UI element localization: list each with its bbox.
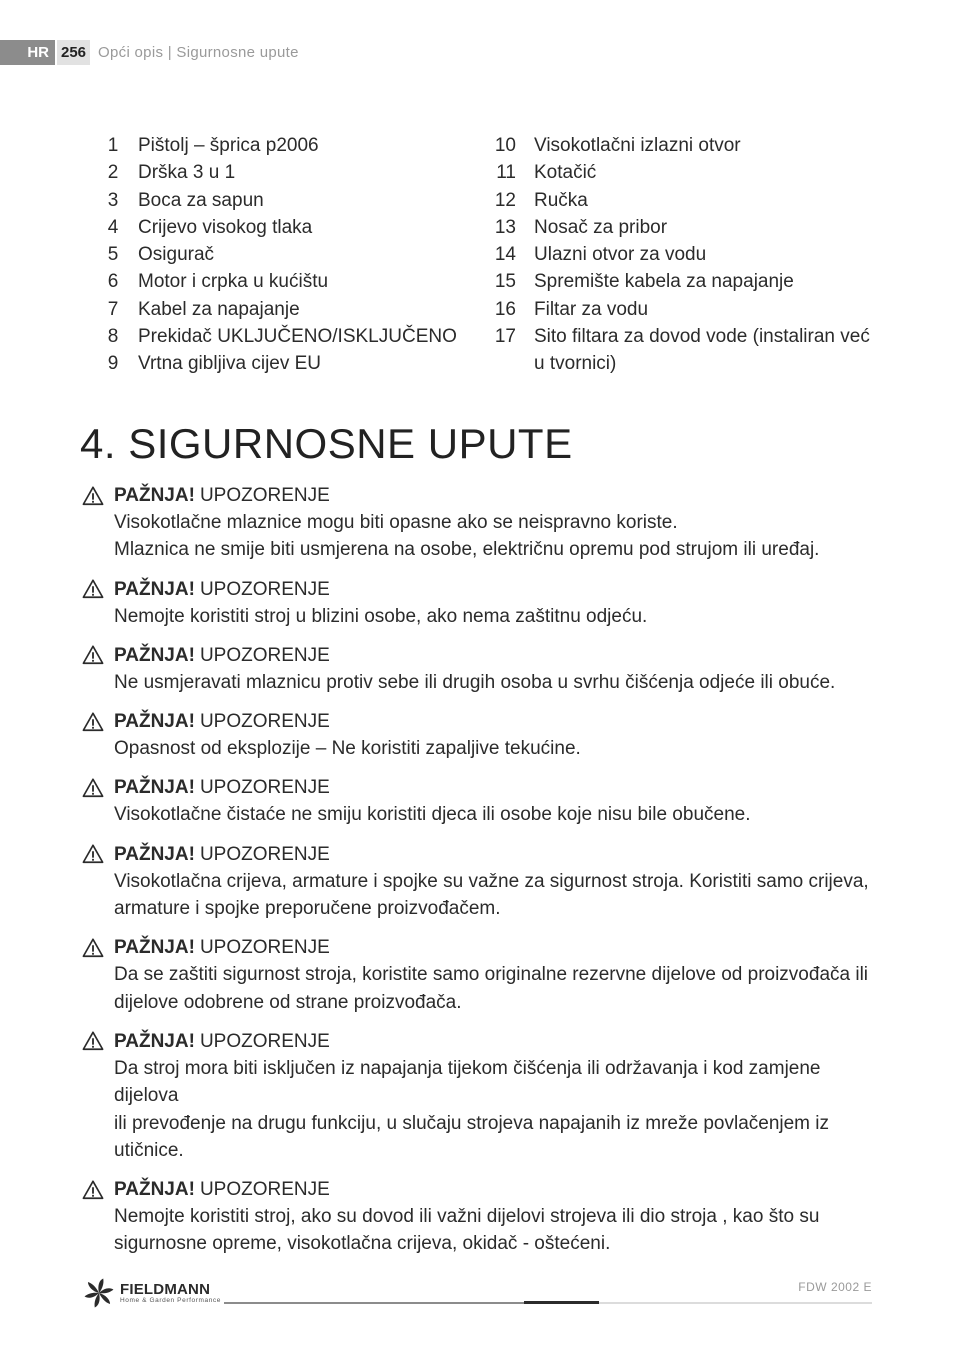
parts-list-item: [492, 159, 872, 186]
section-title: 4. SIGURNOSNE UPUTE: [80, 420, 573, 467]
warning-block: [82, 934, 882, 1016]
parts-list-item: [492, 323, 872, 378]
warning-block: [82, 841, 882, 923]
parts-list-right: [492, 132, 872, 378]
warning-triangle-icon: [82, 937, 104, 959]
language-badge: HR: [0, 40, 55, 65]
parts-list-item: [100, 214, 470, 241]
warning-text: [114, 868, 882, 923]
warning-text-line: dijelove odobrene od strane proizvođača.: [114, 991, 462, 1013]
warning-block: [82, 774, 882, 828]
warning-text: [114, 603, 882, 630]
brand-tagline: Home & Garden Performance: [120, 1296, 221, 1304]
part-number: 14: [494, 244, 516, 266]
brand-logo: [82, 1276, 221, 1310]
warning-block: [82, 642, 882, 696]
parts-list-item: [492, 268, 872, 295]
warning-text: [114, 1055, 882, 1164]
part-name: Osigurač: [138, 244, 215, 266]
parts-list-left: [100, 132, 470, 378]
warning-type-label: UPOZORENJE: [199, 578, 330, 600]
warning-heading: [82, 934, 882, 961]
part-number: 10: [494, 135, 516, 156]
parts-list-item: [492, 132, 872, 159]
warning-type-label: UPOZORENJE: [199, 711, 330, 733]
warning-attention-label: PAŽNJA!: [114, 843, 195, 865]
warning-text-line: Da stroj mora biti isključen iz napajanja tijekom čišćenja ili održavanja i kod zamjene dijelova: [114, 1057, 821, 1107]
part-name: Visokotlačni izlazni otvor: [534, 135, 741, 156]
part-name: Boca za sapun: [138, 189, 264, 211]
warning-triangle-icon: [82, 777, 104, 799]
part-name: Vrtna gibljiva cijev EU: [138, 353, 322, 375]
fieldmann-flower-icon: [82, 1276, 116, 1310]
part-name: Nosač za pribor: [534, 216, 668, 238]
parts-list-item: [100, 350, 470, 377]
warning-text-line: Mlaznica ne smije biti usmjerena na osobe, električnu opremu pod strujom ili uređaj.: [114, 539, 820, 561]
part-name: Filtar za vodu: [534, 298, 649, 320]
warning-attention-label: PAŽNJA!: [114, 1179, 195, 1201]
warning-triangle-icon: [82, 711, 104, 733]
part-name: Motor i crpka u kućištu: [138, 271, 329, 293]
parts-list-item: [100, 241, 470, 268]
warning-attention-label: PAŽNJA!: [114, 937, 195, 959]
part-number: 6: [107, 271, 119, 293]
warning-text-line: Nemojte koristiti stroj, ako su dovod ili važni dijelovi strojeva ili dio stroja , kao što su: [114, 1206, 820, 1228]
footer-line-dark: [524, 1301, 599, 1304]
warnings-list: [82, 482, 882, 1270]
warning-heading: [82, 1176, 882, 1203]
warning-text-line: Visokotlačne mlaznice mogu biti opasne ako se neispravno koriste.: [114, 512, 678, 533]
warning-block: [82, 1028, 882, 1164]
part-number: 17: [494, 326, 516, 348]
warning-triangle-icon: [82, 485, 104, 507]
part-number: 11: [496, 162, 516, 184]
warning-text-line: Da se zaštiti sigurnost stroja, koristite samo originalne rezervne dijelove od proizvođača ili: [114, 964, 869, 986]
model-number: FDW 2002 E: [798, 1280, 872, 1294]
part-name: Ručka: [534, 189, 588, 211]
part-name: Spremište kabela za napajanje: [534, 271, 794, 293]
warning-text-line: armature i spojke preporučene proizvođačem.: [114, 898, 501, 920]
page-header: [0, 40, 299, 65]
part-name: Ulazni otvor za vodu: [534, 244, 707, 266]
warning-attention-label: PAŽNJA!: [114, 777, 195, 799]
warning-type-label: UPOZORENJE: [199, 1030, 330, 1052]
part-number: 5: [107, 244, 119, 266]
warning-text-line: Ne usmjeravati mlaznicu protiv sebe ili drugih osoba u svrhu čišćenja odjeće ili obuće.: [114, 671, 836, 693]
parts-list-item: [492, 214, 872, 241]
parts-list-item: [100, 323, 470, 350]
warning-heading: [82, 576, 882, 603]
warning-text: [114, 961, 882, 1016]
part-number: 4: [107, 216, 119, 238]
warning-heading: [82, 708, 882, 735]
warning-attention-label: PAŽNJA!: [114, 711, 195, 733]
part-number: 13: [494, 216, 516, 238]
warning-text: [114, 735, 882, 762]
parts-list-item: [100, 296, 470, 323]
warning-triangle-icon: [82, 1179, 104, 1201]
parts-list-item: [100, 159, 470, 186]
warning-block: [82, 576, 882, 630]
warning-attention-label: PAŽNJA!: [114, 1030, 195, 1052]
parts-list-item: [492, 296, 872, 323]
warning-triangle-icon: [82, 578, 104, 600]
warning-triangle-icon: [82, 843, 104, 865]
warning-text: [114, 1203, 882, 1258]
part-number: 9: [107, 353, 119, 375]
warning-type-label: UPOZORENJE: [199, 1179, 330, 1201]
warning-block: [82, 708, 882, 762]
warning-text-line: utičnice.: [114, 1139, 184, 1161]
parts-list-item: [492, 187, 872, 214]
part-number: 7: [107, 298, 119, 320]
warning-heading: [82, 1028, 882, 1055]
part-number: 16: [494, 298, 516, 320]
warning-triangle-icon: [82, 644, 104, 666]
warning-type-label: UPOZORENJE: [199, 777, 330, 799]
parts-list-item: [100, 187, 470, 214]
warning-type-label: UPOZORENJE: [199, 843, 330, 865]
part-number: 3: [107, 189, 119, 211]
warning-heading: [82, 482, 882, 509]
part-name: Prekidač UKLJUČENO/ISKLJUČENO: [138, 326, 457, 348]
header-title: Opći opis | Sigurnosne upute: [98, 44, 299, 61]
part-number: 2: [107, 162, 119, 184]
warning-text: [114, 669, 882, 696]
footer-line-grey: [224, 1302, 524, 1304]
warning-text-line: ili prevođenje na drugu funkciju, u slučaju strojeva napajanih iz mreže povlačenjem iz: [114, 1112, 830, 1134]
page-number: 256: [57, 40, 90, 65]
warning-heading: [82, 642, 882, 669]
warning-type-label: UPOZORENJE: [199, 644, 330, 666]
parts-list-item: [100, 268, 470, 295]
warning-type-label: UPOZORENJE: [199, 937, 330, 959]
warning-block: [82, 482, 882, 564]
warning-text: [114, 509, 882, 564]
warning-text: [114, 801, 882, 828]
warning-heading: [82, 841, 882, 868]
part-number: 8: [107, 326, 119, 348]
part-number: 1: [107, 135, 119, 156]
footer-line-light: [599, 1302, 872, 1304]
warning-attention-label: PAŽNJA!: [114, 485, 195, 506]
part-number: 12: [494, 189, 516, 211]
warning-attention-label: PAŽNJA!: [114, 644, 195, 666]
warning-text-line: Visokotlačna crijeva, armature i spojke su važne za sigurnost stroja. Koristiti samo crijeva,: [114, 870, 869, 892]
warning-type-label: UPOZORENJE: [199, 485, 330, 506]
parts-list-item: [492, 241, 872, 268]
part-name: Sito filtara za dovod vode (instaliran već u tvornici): [534, 326, 870, 375]
part-number: 15: [494, 271, 516, 293]
page-footer: [82, 1276, 872, 1316]
warning-attention-label: PAŽNJA!: [114, 578, 195, 600]
warning-text-line: Nemojte koristiti stroj u blizini osobe, ako nema zaštitnu odjeću.: [114, 605, 648, 627]
warning-triangle-icon: [82, 1030, 104, 1052]
part-name: Kabel za napajanje: [138, 298, 300, 320]
part-name: Pištolj – šprica p2006: [138, 135, 319, 156]
parts-list-item: [100, 132, 470, 159]
warning-text-line: Visokotlačne čistaće ne smiju koristiti djeca ili osobe koje nisu bile obučene.: [114, 804, 751, 826]
part-name: Drška 3 u 1: [138, 162, 236, 184]
warning-heading: [82, 774, 882, 801]
part-name: Kotačić: [534, 162, 597, 184]
part-name: Crijevo visokog tlaka: [138, 216, 313, 238]
brand-name: FIELDMANN: [120, 1280, 211, 1298]
warning-text-line: Opasnost od eksplozije – Ne koristiti zapaljive tekućine.: [114, 738, 581, 760]
warning-text-line: sigurnosne opreme, visokotlačna crijeva, okidač - oštećeni.: [114, 1233, 611, 1255]
warning-block: [82, 1176, 882, 1258]
